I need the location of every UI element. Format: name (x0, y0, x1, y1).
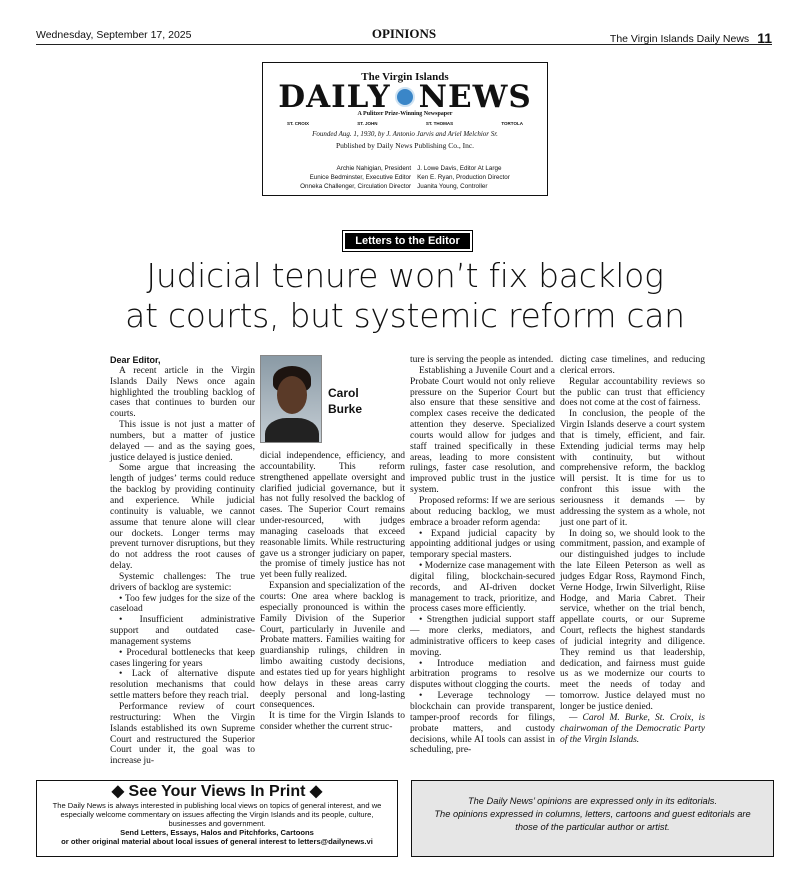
see-your-views-box (36, 780, 398, 857)
logo-left: DAILY (278, 79, 391, 115)
staff-list (263, 164, 547, 191)
bullet: • Introduce mediation and arbitration programs to resolve disputes without clogging the courts. (410, 658, 555, 691)
paragraph: Some argue that increasing the length of judges’ terms could reduce the backlog by providing continuity and experience. While judicial continuity is valuable, we cannot assume that tenure alone will clear our dockets. Longer terms may prevent turnover disruptions, but they do not address the root causes of delay. (110, 463, 255, 572)
bullet: • Modernize case management with digital filing, blockchain-secured records, and AI-driven docket management to track, prioritize, and process cases more efficiently. (410, 561, 555, 615)
paragraph: A recent article in the Virgin Islands Daily News once again highlighted the troubling backlog of cases that continues to burden our courts. (110, 365, 255, 420)
paragraph: Establishing a Juvenile Court and a Probate Court would not only relieve pressure on the Superior Court but also ensure that these sensitive and complex cases receive the dedicated attention they deserve. Specialized courts would allow for judges and staff trained specifically in these areas, leading to more consistent rulings, faster case resolution, and improved public trust in the justice system. (410, 365, 555, 496)
paper-title: The Virgin Islands Daily News (609, 33, 750, 45)
logo-right: NEWS (418, 79, 532, 115)
promo-body: The Daily News is always interested in publishing local views on topics of general interest, and we especially welcome commentary on issues affecting the Virgin Islands and its people, culture, businesses and government. (52, 801, 382, 828)
location: ST. CROIX (287, 121, 310, 126)
staff-item: Eunice Bedminster, Executive Editor (309, 174, 412, 181)
founded-line: Founded Aug. 1, 1930, by J. Antonio Jarvis and Ariel Melchior Sr. (312, 130, 498, 138)
signoff: — Carol M. Burke, St. Croix, is chairwoman of the Democratic Party of the Virgin Islands. (560, 712, 705, 745)
section-name: OPINIONS (371, 26, 437, 41)
staff-item: Onneka Challenger, Circulation Director (300, 183, 412, 190)
salutation: Dear Editor, (110, 355, 161, 365)
paragraph: dicial independence, efficiency, and accountability. This reform strengthened appellate oversight and clarified judicial governance, but it has not fully resolved the backlog of cases. The Superior Court remains under-resourced, with judges managing caseloads that exceed reasonable limits. While restructuring gave us a stronger judiciary on paper, the promise of timely justice has not yet been fully realized. (260, 451, 405, 581)
bullet: • Leverage technology — blockchain can provide transparent, tamper-proof records for filings, probate matters, and custody decisions, while AI tools can assist in scheduling, pre- (410, 691, 555, 756)
paragraph: In doing so, we should look to the commitment, passion, and example of our distinguished judges to include the late Eileen Peterson as well as judges Edgar Ross, Raymond Finch, Verne Hodge, Irwin Silverlight, Riise Hodge, and Maria Cabret. Their service, whether on the trial bench, appellate courts, or our Supreme Court, reflects the highest standards of judicial integrity and diligence. They remind us that leadership, dedication, and fairness must guide us as we modernize our courts to meet the needs of today and tomorrow. Justice delayed must no longer be justice denied. (560, 528, 705, 712)
author-last: Burke (328, 402, 363, 416)
headline-line: at courts, but systemic reform can (125, 296, 685, 335)
paragraph: Proposed reforms: If we are serious about reducing backlog, we must embrace a broader reform agenda: (410, 495, 555, 528)
bullet: • Procedural bottlenecks that keep cases lingering for years (110, 647, 255, 669)
masthead-top: The Virgin Islands (361, 71, 449, 83)
author-first: Carol (328, 386, 359, 400)
headline-line: Judicial tenure won’t fix backlog (146, 256, 664, 295)
seal-icon (395, 87, 415, 107)
header-divider (36, 44, 772, 45)
article-column-2 (260, 355, 405, 733)
staff-item: J. Lowe Davis, Editor At Large (417, 165, 502, 172)
article-column-1 (110, 355, 255, 767)
page-header (36, 26, 772, 46)
location: ST. JOHN (357, 121, 378, 126)
staff-item: Ken E. Ryan, Production Director (417, 174, 510, 181)
disclaimer-box (411, 780, 774, 857)
disclaimer-line: The opinions expressed in columns, letters, cartoons and guest editorials are those of the particular author or artist. (434, 809, 751, 832)
paragraph: Performance review of court restructuring: When the Virgin Islands established its own Supreme Court and restructured the Superior Court under it, the goal was to increase ju- (110, 702, 255, 767)
masthead (262, 62, 548, 196)
tagline: A Pulitzer Prize-Winning Newspaper (357, 111, 453, 117)
location: TORTOLA (501, 121, 523, 126)
author-name (328, 385, 362, 417)
paragraph: Systemic challenges: The true drivers of backlog are systemic: (110, 571, 255, 593)
author-photo (260, 355, 322, 443)
paragraph: ture is serving the people as intended. (410, 355, 554, 365)
publisher-line: Published by Daily News Publishing Co., Inc. (335, 141, 475, 150)
issue-date: Wednesday, September 17, 2025 (36, 29, 192, 41)
promo-title: ◆ See Your Views In Print ◆ (111, 783, 323, 800)
paragraph: In conclusion, the people of the Virgin Islands deserve a court system that is timely, efficient, and fair. Extending judicial terms may help with continuity, but without comprehensive reform, the backlog will persist. It is time for us to confront this issue with the seriousness it demands — by addressing the system as a whole, not just one part of it. (560, 409, 705, 528)
paragraph: This issue is not just a matter of numbers, but a matter of justice delayed — and as the saying goes, justice delayed is justice denied. (110, 420, 255, 463)
paper-name (610, 29, 772, 45)
paragraph: Expansion and specialization of the courts: One area where backlog is especially pronounced is within the Family Division of the Superior Court, particularly in Juvenile and Probate matters. Families waiting for guardianship rulings, children in limbo awaiting custody decisions, and estates tied up for years highlight how delays in these areas carry deeply personal and long-lasting consequences. (260, 581, 405, 711)
article-column-3 (410, 355, 555, 756)
paragraph: It is time for the Virgin Islands to consider whether the current struc- (260, 711, 405, 733)
bullet: • Insufficient administrative support and outdated case-management systems (110, 615, 255, 647)
bullet: • Lack of alternative dispute resolution mechanisms that could settle matters before they reach trial. (110, 669, 255, 702)
location: ST. THOMAS (425, 121, 454, 126)
disclaimer-line: The Daily News’ opinions are expressed only in its editorials. (467, 796, 718, 806)
promo-email[interactable]: or other original material about local issues of general interest to letters@dailynews.vi (61, 837, 373, 846)
bullet: • Strengthen judicial support staff — more clerks, mediators, and administrative officers to keep cases moving. (410, 615, 555, 658)
article-column-4 (560, 355, 705, 745)
banner-label: Letters to the Editor (345, 233, 470, 249)
bullet: • Too few judges for the size of the caseload (110, 593, 255, 615)
author-block (260, 355, 405, 451)
staff-item: Archie Nahigian, President (336, 165, 412, 172)
paragraph: dicting case timelines, and reducing clerical errors. (560, 355, 705, 376)
staff-item: Juanita Young, Controller (417, 183, 488, 190)
paragraph: Regular accountability reviews so the public can trust that efficiency does not come at the cost of fairness. (560, 376, 705, 409)
headline (60, 256, 750, 336)
page-number: 11 (757, 30, 772, 46)
locations (263, 121, 547, 126)
section-banner (342, 230, 473, 252)
bullet: • Expand judicial capacity by appointing additional judges or using temporary special masters. (410, 528, 555, 561)
promo-call: Send Letters, Essays, Halos and Pitchforks, Cartoons (120, 828, 314, 837)
